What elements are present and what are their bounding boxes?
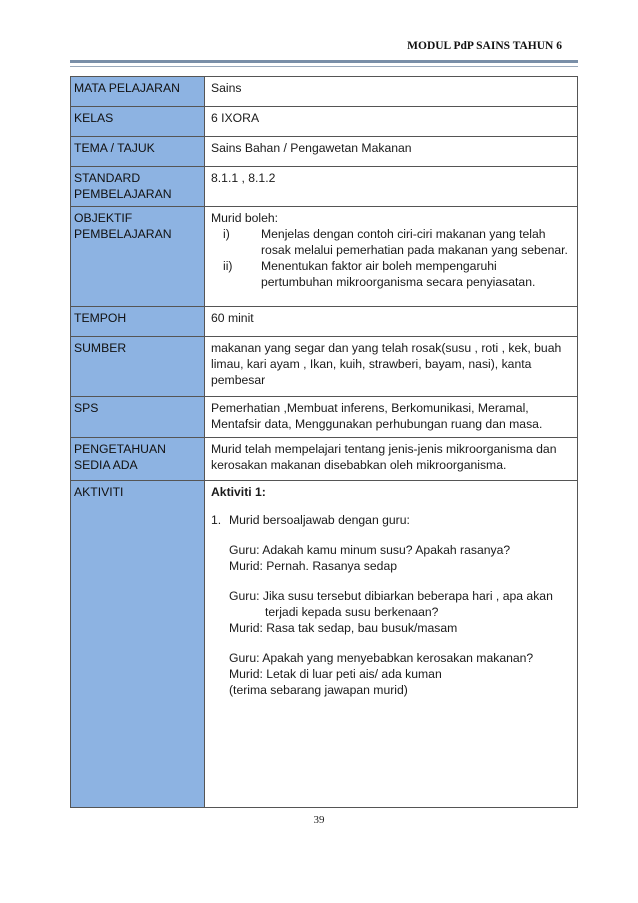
value-class: 6 IXORA	[205, 107, 578, 137]
activity-step-num: 1.	[211, 513, 222, 527]
teacher-line: Guru: Jika susu tersebut dibiarkan beberapa hari , apa akan	[229, 589, 553, 603]
student-line: Murid: Letak di luar peti ais/ ada kuman	[229, 667, 442, 681]
label-sps: SPS	[71, 397, 205, 438]
teacher-line-continued: terjadi kepada susu berkenaan?	[265, 605, 439, 619]
activity-title: Aktiviti 1:	[211, 485, 266, 499]
note-line: (terima sebarang jawapan murid)	[229, 683, 408, 697]
label-subject: MATA PELAJARAN	[71, 77, 205, 107]
row-class	[71, 107, 578, 137]
dialogue-block	[229, 650, 571, 698]
activity-step-text: Murid bersoaljawab dengan guru:	[229, 513, 410, 527]
activity-step	[211, 512, 571, 528]
student-line: Murid: Rasa tak sedap, bau busuk/masam	[229, 621, 458, 635]
value-objective	[205, 207, 578, 307]
label-prior-knowledge: PENGETAHUAN SEDIA ADA	[71, 438, 205, 481]
header-rule-thin	[70, 66, 578, 67]
label-class: KELAS	[71, 107, 205, 137]
dialogue-block	[229, 542, 571, 574]
label-standard: STANDARD PEMBELAJARAN	[71, 167, 205, 207]
label-sources: SUMBER	[71, 337, 205, 397]
value-theme: Sains Bahan / Pengawetan Makanan	[205, 137, 578, 167]
row-sources	[71, 337, 578, 397]
student-line: Murid: Pernah. Rasanya sedap	[229, 559, 398, 573]
row-theme	[71, 137, 578, 167]
module-header: MODUL PdP SAINS TAHUN 6	[407, 40, 562, 52]
lesson-plan-table	[70, 76, 578, 808]
label-activity: AKTIVITI	[71, 481, 205, 808]
value-sps: Pemerhatian ,Membuat inferens, Berkomunikasi, Meramal, Mentafsir data, Menggunakan perhubungan ruang dan masa.	[205, 397, 578, 438]
label-duration: TEMPOH	[71, 307, 205, 337]
row-prior-knowledge	[71, 438, 578, 481]
objective-num: i)	[223, 227, 230, 241]
value-standard: 8.1.1 , 8.1.2	[205, 167, 578, 207]
row-duration	[71, 307, 578, 337]
row-standard	[71, 167, 578, 207]
header-rule	[70, 60, 578, 63]
label-objective: OBJEKTIF PEMBELAJARAN	[71, 207, 205, 307]
row-subject	[71, 77, 578, 107]
objective-item	[211, 226, 571, 258]
objective-item	[211, 258, 571, 290]
label-theme: TEMA / TAJUK	[71, 137, 205, 167]
teacher-line: Guru: Apakah yang menyebabkan kerosakan makanan?	[229, 651, 534, 665]
row-objective	[71, 207, 578, 307]
objective-list	[211, 226, 571, 290]
teacher-line: Guru: Adakah kamu minum susu? Apakah rasanya?	[229, 543, 511, 557]
objective-text: Menentukan faktor air boleh mempengaruhi pertumbuhan mikroorganisma secara penyiasatan.	[261, 259, 536, 289]
value-duration: 60 minit	[205, 307, 578, 337]
objective-num: ii)	[223, 259, 233, 273]
value-subject: Sains	[205, 77, 578, 107]
value-sources: makanan yang segar dan yang telah rosak(susu , roti , kek, buah limau, kari ayam , Ikan, kuih, strawberi, bayam, nasi), kanta pembesar	[205, 337, 578, 397]
objective-text: Menjelas dengan contoh ciri-ciri makanan yang telah rosak melalui pemerhatian pada makanan yang sebenar.	[261, 227, 568, 257]
dialogue	[229, 542, 571, 698]
dialogue-block	[229, 588, 571, 636]
page-number: 39	[313, 814, 325, 826]
row-sps	[71, 397, 578, 438]
row-activity	[71, 481, 578, 808]
value-prior-knowledge: Murid telah mempelajari tentang jenis-jenis mikroorganisma dan kerosakan makanan disebabkan oleh mikroorganisma.	[205, 438, 578, 481]
value-activity	[205, 481, 578, 808]
objective-intro: Murid boleh:	[211, 211, 279, 225]
